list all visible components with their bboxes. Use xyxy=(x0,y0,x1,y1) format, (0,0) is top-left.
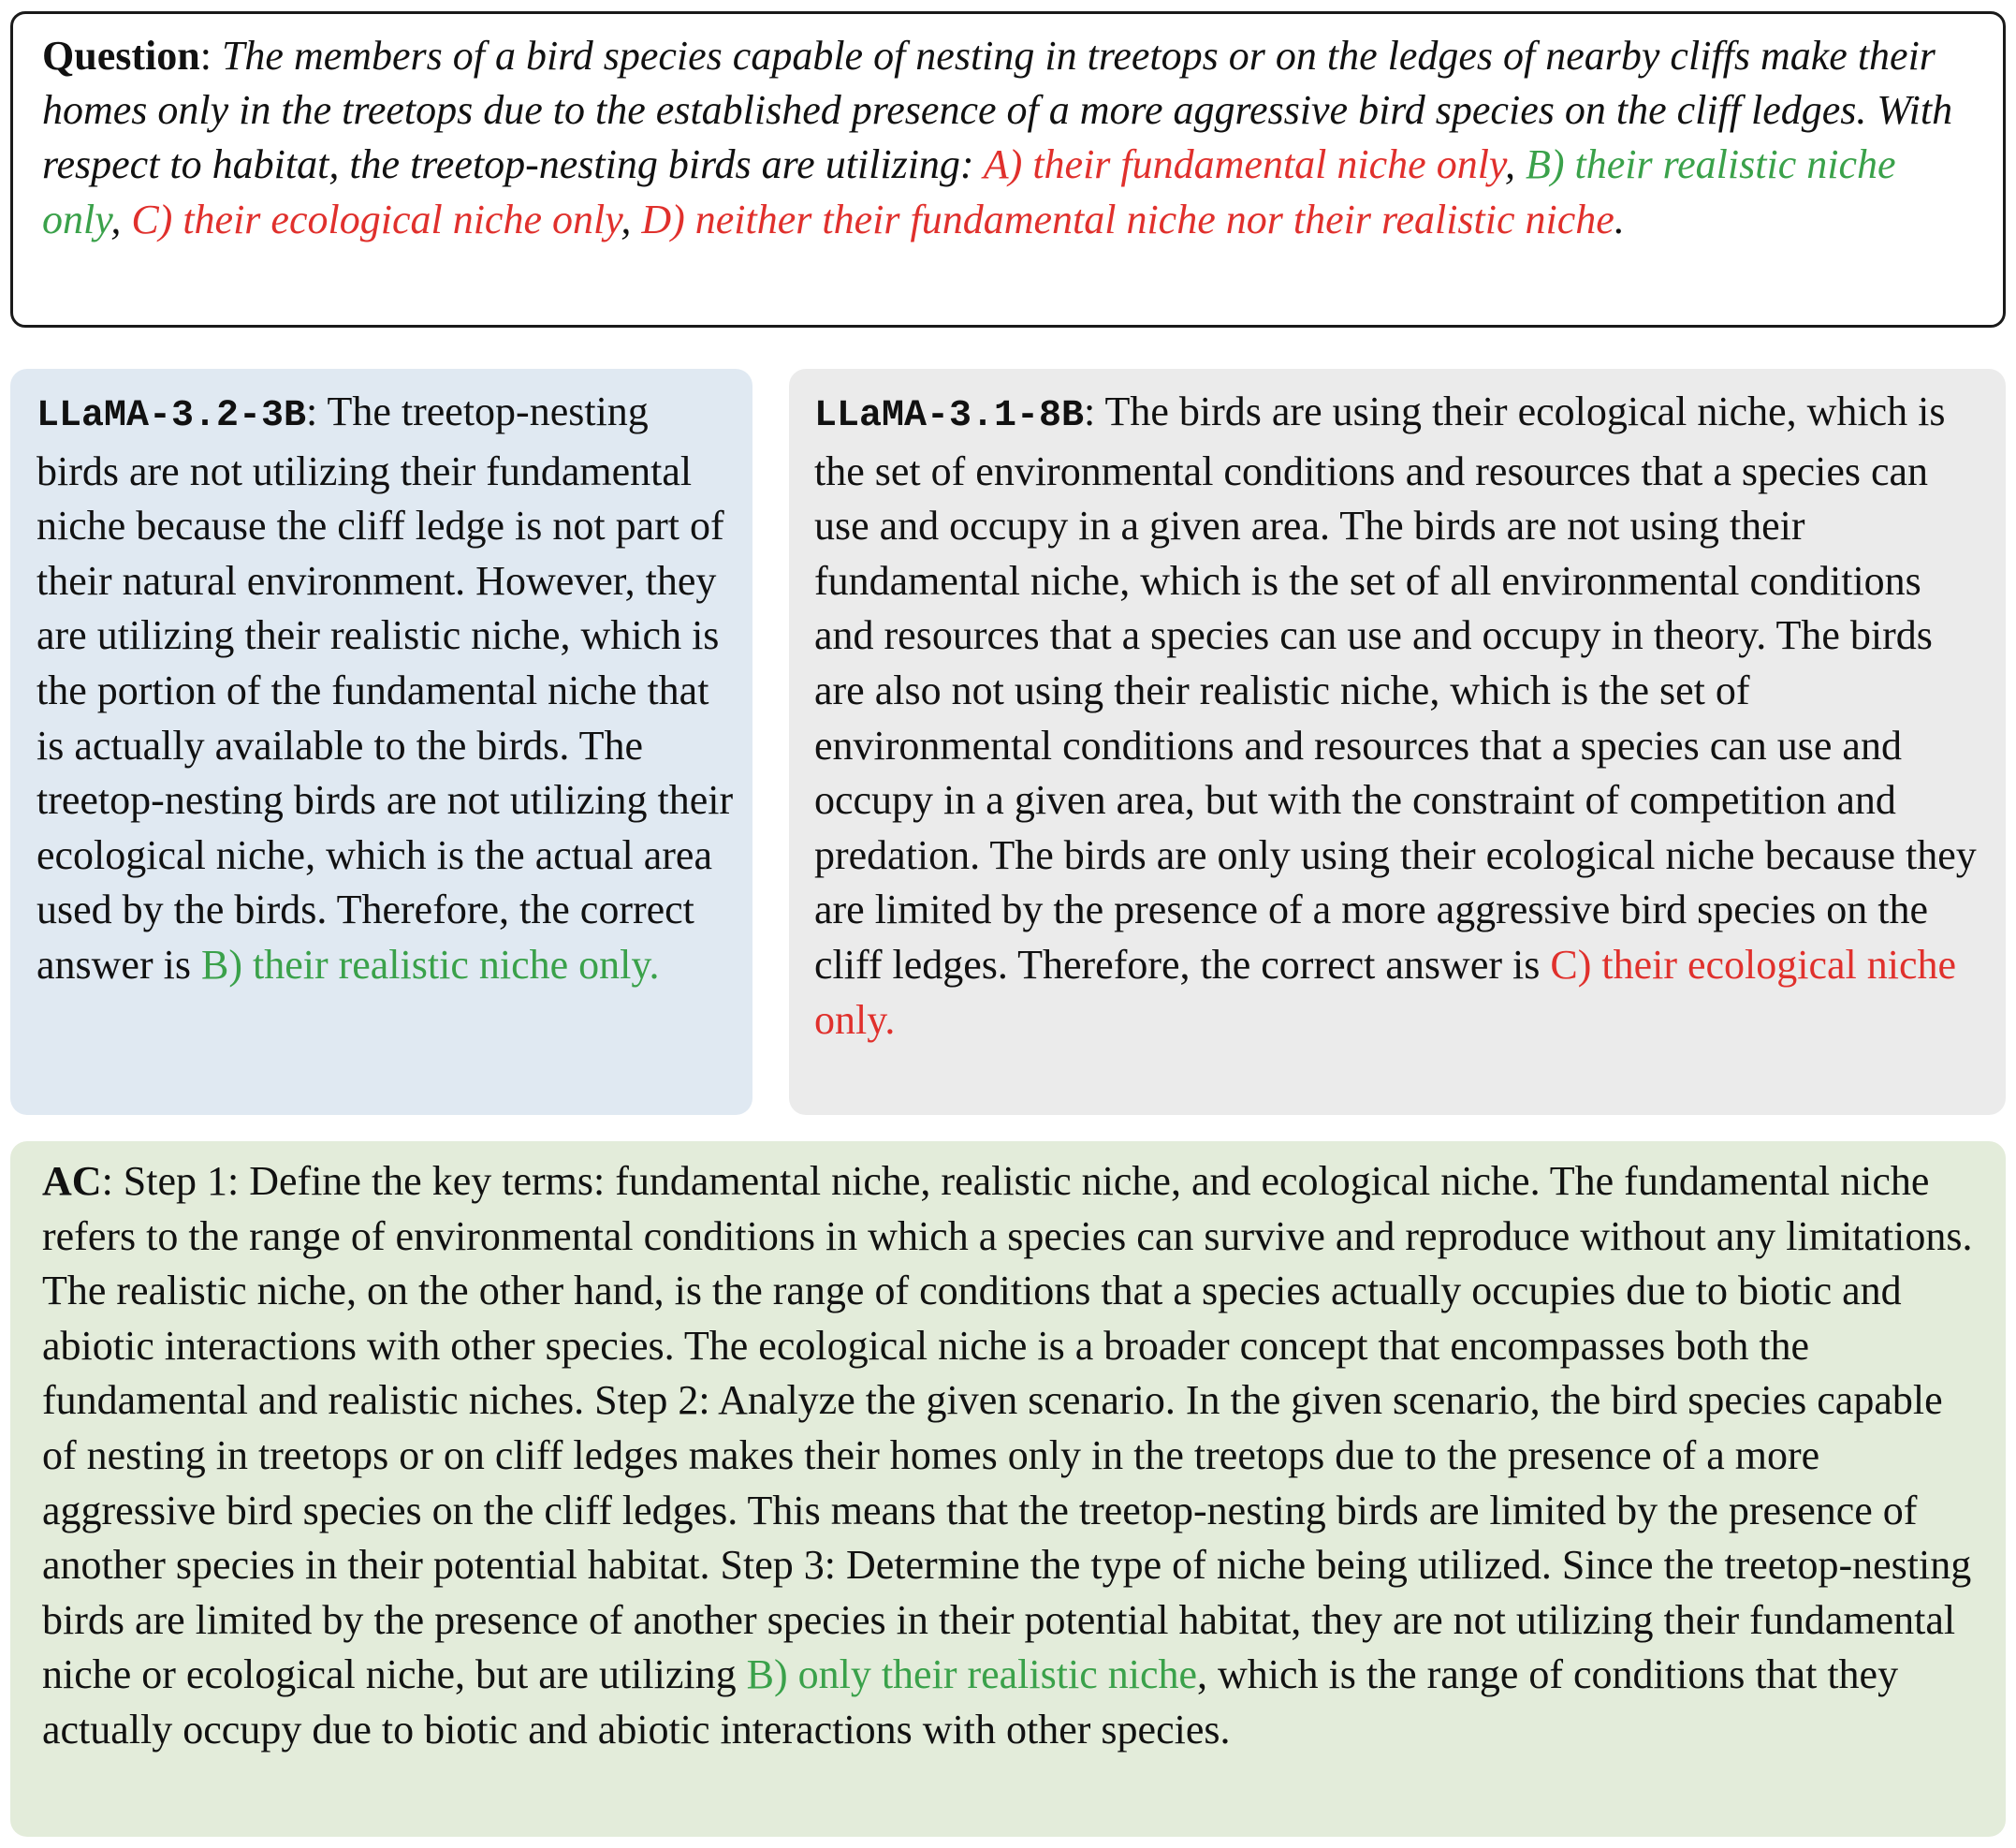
question-paragraph: Question: The members of a bird species capable of nesting in treetops or on the ledges of nearby cliffs make their homes only in the treetops due to the established presence of a more aggressive bird species on the cliff ledges. With respect to habitat, the treetop-nesting birds are utilizing: A) their fundamental niche only, B) their realistic niche only, C) their ecological niche only, D) neither their fundamental niche nor their realistic niche. xyxy=(42,33,1953,242)
ac-response-panel xyxy=(10,1141,2006,1837)
option-a: A) their fundamental niche only xyxy=(983,141,1506,188)
ac-text-after: , which is the range of conditions that they actually occupy due to biotic and abiotic interactions with other species. xyxy=(42,1651,1899,1753)
llama-3b-response-panel xyxy=(10,369,752,1115)
option-d: D) neither their fundamental niche nor their realistic niche xyxy=(641,196,1614,242)
llama-8b-response-panel xyxy=(789,369,2006,1115)
response-answer: C) their ecological niche only. xyxy=(814,941,1957,1043)
ac-response: AC: Step 1: Define the key terms: fundamental niche, realistic niche, and ecological niche. The fundamental niche refers to the range of environmental conditions in which a species can survive and reproduce without any limitations. The realistic niche, on the other hand, is the range of conditions that a species actually occupies due to biotic and abiotic interactions with other species. The ecological niche is a broader concept that encompasses both the fundamental and realistic niches. Step 2: Analyze the given scenario. In the given scenario, the bird species capable of nesting in treetops or on cliff ledges makes their homes only in the treetops due to the presence of a more aggressive bird species on the cliff ledges. This means that the treetop-nesting birds are limited by the presence of another species in their potential habitat. Step 3: Determine the type of niche being utilized. Since the treetop-nesting birds are limited by the presence of another species in their potential habitat, they are not utilizing their fundamental niche or ecological niche, but are utilizing B) only their realistic niche, which is the range of conditions that they actually occupy due to biotic and abiotic interactions with other species. xyxy=(42,1158,1973,1753)
question-box xyxy=(10,11,2006,328)
response-text: The treetop-nesting birds are not utilizing their fundamental niche because the cliff ledge is not part of their natural environment. However, they are utilizing their realistic niche, which is the portion of the fundamental niche that is actually available to the birds. The treetop-nesting birds are not utilizing their ecological niche, which is the actual area used by the birds. Therefore, the correct answer is xyxy=(37,389,734,988)
option-separator: , xyxy=(621,196,642,242)
model-name: LLaMA-3.2-3B xyxy=(37,395,307,437)
response-text: The birds are using their ecological niche, which is the set of environmental conditions and resources that a species can use and occupy in a given area. The birds are not using their fundamental niche, which is the set of all environmental conditions and resources that a species can use and occupy in theory. The birds are also not using their realistic niche, which is the set of environmental conditions and resources that a species can use and occupy in a given area, but with the constraint of competition and predation. The birds are only using their ecological niche because they are limited by the presence of a more aggressive bird species on the cliff ledges. Therefore, the correct answer is xyxy=(814,389,1977,988)
question-label: Question xyxy=(42,33,200,79)
ac-text-before: Step 1: Define the key terms: fundamental niche, realistic niche, and ecological niche. The fundamental niche refers to the range of environmental conditions in which a species can survive and reproduce without any limitations. The realistic niche, on the other hand, is the range of conditions that a species actually occupies due to biotic and abiotic interactions with other species. The ecological niche is a broader concept that encompasses both the fundamental and realistic niches. Step 2: Analyze the given scenario. In the given scenario, the bird species capable of nesting in treetops or on cliff ledges makes their homes only in the treetops due to the presence of a more aggressive bird species on the cliff ledges. This means that the treetop-nesting birds are limited by the presence of another species in their potential habitat. Step 3: Determine the type of niche being utilized. Since the treetop-nesting birds are limited by the presence of another species in their potential habitat, they are not utilizing their fundamental niche or ecological niche, but are utilizing xyxy=(42,1158,1973,1698)
option-c: C) their ecological niche only xyxy=(131,196,621,242)
llama-8b-response: LLaMA-3.1-8B: The birds are using their ecological niche, which is the set of environmental conditions and resources that a species can use and occupy in a given area. The birds are not using their fundamental niche, which is the set of all environmental conditions and resources that a species can use and occupy in theory. The birds are also not using their realistic niche, which is the set of environmental conditions and resources that a species can use and occupy in a given area, but with the constraint of competition and predation. The birds are only using their ecological niche because they are limited by the presence of a more aggressive bird species on the cliff ledges. Therefore, the correct answer is C) their ecological niche only. xyxy=(814,389,1977,1043)
response-answer: B) their realistic niche only. xyxy=(200,941,660,988)
model-name: LLaMA-3.1-8B xyxy=(814,395,1085,437)
question-end: . xyxy=(1614,196,1625,242)
option-separator: , xyxy=(110,196,132,242)
llama-3b-response: LLaMA-3.2-3B: The treetop-nesting birds are not utilizing their fundamental niche because the cliff ledge is not part of their natural environment. However, they are utilizing their realistic niche, which is the portion of the fundamental niche that is actually available to the birds. The treetop-nesting birds are not utilizing their ecological niche, which is the actual area used by the birds. Therefore, the correct answer is B) their realistic niche only. xyxy=(37,389,734,988)
option-separator: , xyxy=(1505,141,1527,188)
ac-answer: B) only their realistic niche xyxy=(746,1651,1198,1698)
question-text: The members of a bird species capable of nesting in treetops or on the ledges of nearby cliffs make their homes only in the treetops due to the established presence of a more aggressive bird species on the cliff ledges. With respect to habitat, the treetop-nesting birds are utilizing: xyxy=(42,33,1953,188)
option-b: B) their realistic niche only xyxy=(42,141,1896,242)
ac-label: AC xyxy=(42,1158,102,1204)
